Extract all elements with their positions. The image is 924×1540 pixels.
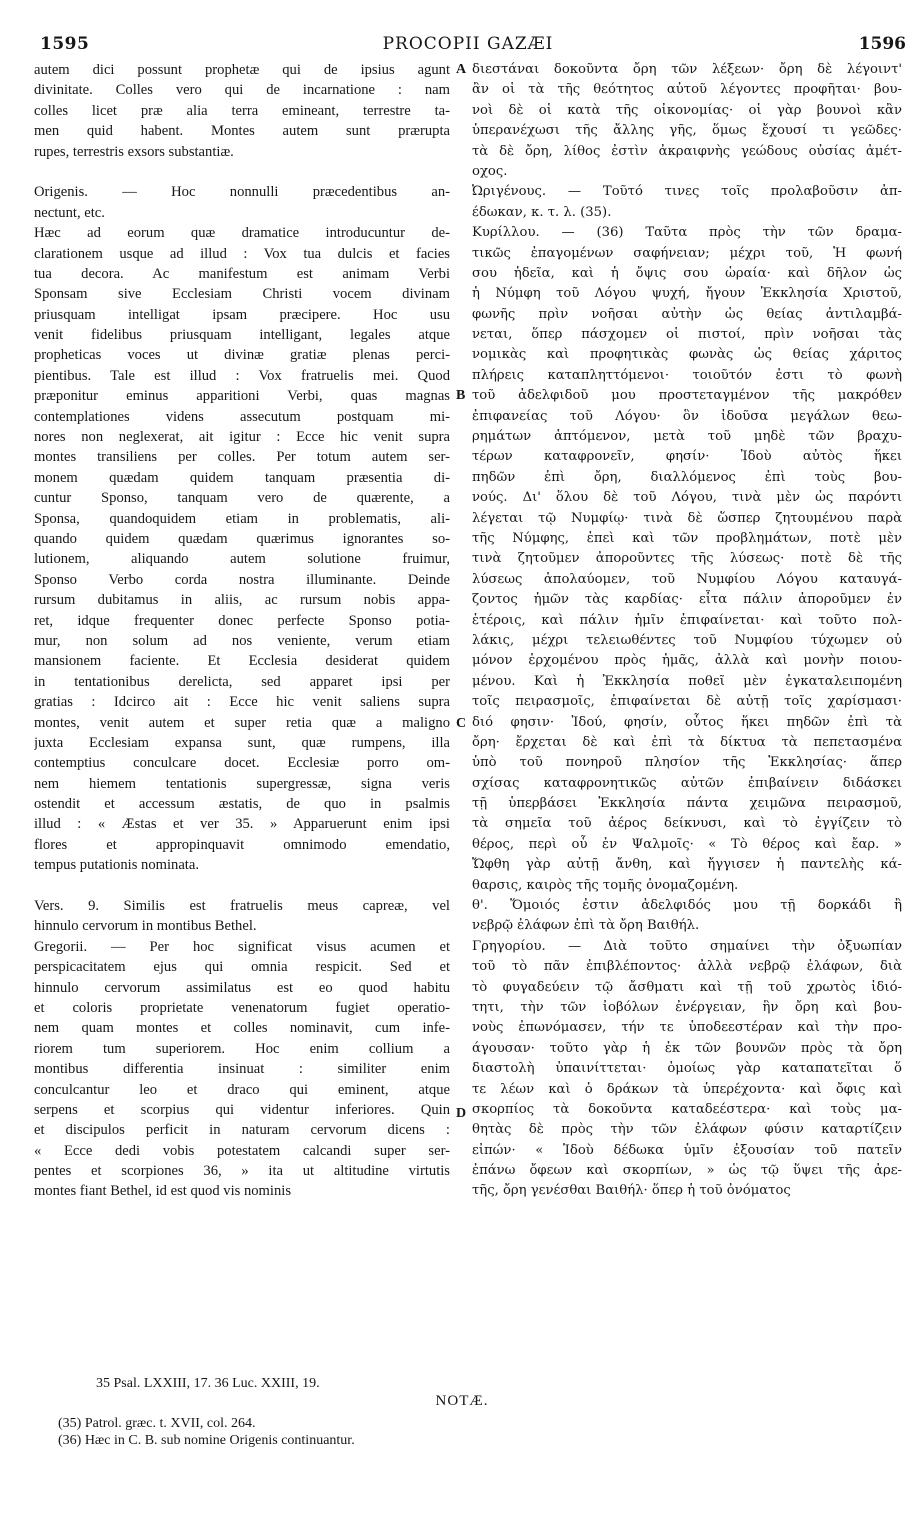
running-title: PROCOPII GAZÆI (382, 34, 554, 54)
greek-line: ζοντος ἡμῶν τὰς καρδίας· εἶτα πάλιν ἀποροῦμεν ἐν (472, 592, 902, 608)
latin-line: monem quædam quidem tanquam præsentia di- (34, 469, 450, 486)
greek-line: Γρηγορίου. — Διὰ τοῦτο σημαίνει τὴν ὀξυωπίαν (472, 938, 902, 954)
latin-line: divinitate. Colles vero qui de incarnatione : nam (34, 82, 450, 99)
note-36: (36) Hæc in C. B. sub nomine Origenis continuantur. (58, 1433, 355, 1448)
greek-line: νομικὰς καὶ προφητικὰς φωνὰς ὡς θείας χάριτος (472, 347, 902, 363)
note-35: (35) Patrol. græc. t. XVII, col. 264. (58, 1416, 256, 1431)
greek-line: σχίσας καταφρονητικῶς αὐτῶν ἐπιβαίνειν διδάσκει (472, 775, 902, 791)
greek-line: τινὰ ζητοῦμεν ἀποροῦντες τῆς λύσεως· ποτὲ δὲ τῆς (472, 551, 902, 567)
latin-line: colles licet præ alia terra emineant, terrestre ta- (34, 102, 450, 119)
greek-line: ρημάτων ἁπτόμενον, μετὰ τοῦ μηδὲ τῶν βραχυ- (472, 429, 902, 445)
latin-line: hinnulo cervorum assimilatus est eo quod habitu (34, 979, 450, 996)
latin-line: tempus putationis nominata. (34, 857, 199, 874)
greek-line: λέγεται τῷ Νυμφίῳ· τινὰ δὲ ὥσπερ ζητουμένου παρὰ (472, 510, 902, 526)
latin-line: rupes, terrestris exsors substantiæ. (34, 143, 234, 160)
latin-line (34, 876, 450, 896)
greek-line: ἡ Νύμφη τοῦ Λόγου ψυχή, ἤγουν Ἐκκλησία Χριστοῦ, (472, 286, 902, 302)
latin-line: et discipulos perficit in naturam cervorum dicens : (34, 1122, 450, 1139)
latin-column (34, 60, 450, 1202)
greek-line: ἐπιφανείας τοῦ Λόγου· ὃν ἰδοῦσα μεγάλων θεω- (472, 408, 902, 424)
latin-line: quando quidem quædam quærimus ignorantes so- (34, 530, 450, 547)
greek-line: ἐπάνω ὄφεων καὶ σκορπίων, » ὡς τῷ ὕψει τῆς ἀρε- (472, 1163, 902, 1179)
greek-line: τῆς, ὄρη γενέσθαι Βαιθήλ· ὅπερ ἡ τοῦ ὀνόματος (472, 1183, 791, 1199)
latin-line: cuntur Sponso, tanquam vero de quærente, a (34, 490, 450, 507)
greek-line: θ'. Ὅμοιός ἐστιν ἀδελφιδός μου τῇ δορκάδι ἢ (472, 898, 902, 914)
greek-line: Ὠριγένους. — Τοῦτό τινες τοῖς προλαβοῦσιν ἀπ- (472, 184, 902, 200)
greek-line: θητὰς δὲ πρὸς τὴν τῶν ἐλάφων φύσιν καταρτίζειν (472, 1122, 902, 1138)
margin-letter-a: A (456, 62, 467, 77)
latin-line: nem quam montes et colles nominavit, cum infe- (34, 1020, 450, 1037)
greek-line: Κυρίλλου. — (36) Ταῦτα πρὸς τὴν τῶν δραμα- (472, 225, 902, 241)
greek-line: τὰ δὲ ὄρη, λίθος ἐστὶν ἀκραιφνὴς γεώδους οὐσίας ἀμέτ- (472, 143, 902, 159)
latin-line: Sponso Verbo corda nostra illuminante. Deinde (34, 571, 450, 588)
latin-line: pientibus. Tale est illud : Vox fratruelis mei. Quod (34, 367, 450, 384)
greek-line: θαρσις, καιρὸς τῆς τομῆς ὀνομαζομένη. (472, 877, 739, 893)
latin-line: montes transiliens per colles. Per totum autem ser- (34, 449, 450, 466)
greek-line: τῇ ὑπερβάσει Ἐκκλησία πάντα χειμῶνα πειρασμοῦ, (472, 796, 902, 812)
greek-line: Ὤφθη γὰρ αὐτῇ ἄνθη, καὶ ἤγγισεν ἡ παντελὴς κά- (472, 857, 902, 873)
latin-line: ret, idque frequenter donec perfecte Sponso potia- (34, 612, 450, 629)
latin-line: pentes et scorpiones 36, » ita ut altitudine virtutis (34, 1163, 450, 1180)
latin-line: Origenis. — Hoc nonnulli præcedentibus an- (34, 184, 450, 201)
greek-line: σου ἡδεῖα, καὶ ἡ ὄψις σου ὡραία· καὶ δῆλον ὡς (472, 265, 902, 281)
latin-line: Gregorii. — Per hoc significat visus acumen et (34, 938, 450, 955)
latin-line: propheticas voces ut divinæ gratiæ plenas perci- (34, 347, 450, 364)
latin-line: perspicacitatem ejus qui omnia respicit. Sed et (34, 959, 450, 976)
greek-line: τητι, τὴν τῶν ἰοβόλων ἐνέργειαν, ἣν ὄρη καὶ βου- (472, 999, 902, 1015)
greek-line: σκορπίος τὰ δοκοῦντα καταδεέστερα· καὶ τοὺς μα- (472, 1101, 902, 1117)
latin-line: illud : « Æstas et ver 35. » Apparuerunt enim ipsi (34, 816, 450, 833)
greek-line: θέρος, περὶ οὗ ἐν Ψαλμοῖς· « Τὸ θέρος καὶ ἔαρ. » (472, 836, 902, 852)
greek-line: νοὶ δὲ οἱ κατὰ τῆς οἰκονομίας· οἱ γὰρ βουνοὶ κἂν (472, 102, 902, 118)
greek-line: τοῦ τὸ πᾶν ἐπιβλέποντος· ἀλλὰ νεβρῷ ἐλάφων, διὰ (472, 959, 902, 975)
latin-line: montes, venit autem et super retia quæ a maligno (34, 714, 450, 731)
greek-line: διαστολὴ ὑπαινίττεται· ὁμοίως γὰρ καταπατεῖται ὅ (472, 1061, 902, 1077)
greek-line: λάκις, μέχρι τελειωθέντες τοῦ Νυμφίου τύχωμεν οὐ (472, 632, 902, 648)
notes-heading: NOTÆ. (435, 1393, 489, 1409)
latin-line: venit fidelibus priusquam intelligant, legales atque (34, 327, 450, 344)
latin-line: contemptius conculcare docet. Ecclesiæ porro om- (34, 755, 450, 772)
greek-line: ὑπερανέχωσι τῆς ἄλλης γῆς, ὅμως ἔχουσί τι γεῶδες· (472, 123, 902, 139)
greek-line: ὄρη· ἔρχεται δὲ καὶ ἐπὶ τὰ δίκτυα τὰ πεπετασμένα (472, 734, 902, 750)
latin-line: nectunt, etc. (34, 204, 105, 221)
greek-line: φωνῆς πρὶν νοῆσαι αὐτὴν ὡς θείας ἀντιλαμβά- (472, 306, 902, 322)
greek-line: τὸ φυγαδεύειν τῷ ἄσθματι καὶ τῇ τοῦ χρωτὸς ἰδιό- (472, 979, 902, 995)
latin-line: Sponsam sive Ecclesiam Christi vocem divinam (34, 286, 450, 303)
greek-line: τῆς Νύμφης, ἐπεὶ καὶ τῶν προβλημάτων, ποτὲ μὲν (472, 530, 902, 546)
margin-letter-b: B (456, 388, 466, 403)
notes-block (58, 1415, 355, 1449)
latin-line: ostendit et accessum æstatis, de quo in psalmis (34, 796, 450, 813)
greek-line: οχος. (472, 163, 508, 179)
latin-line: men quid habent. Montes autem sunt prærupta (34, 123, 450, 140)
latin-line: mur, non solum ad nos veniente, verum etiam (34, 632, 450, 649)
greek-line: τικῶς ἐπαγομένων σαφήνειαν; μέχρι τοῦ, Ἡ φωνή (472, 245, 902, 261)
latin-line: conculcantur leo et draco qui eminent, atque (34, 1081, 450, 1098)
latin-line: nores non neglexerat, ait igitur : Ecce hic venit supra (34, 429, 450, 446)
greek-line: μένου. Καὶ ἡ Ἐκκλησία ποθεῖ μὲν ἐγκαταλειπομένη (472, 673, 902, 689)
greek-line: νεται, ὅπερ πάσχομεν οἱ πιστοί, πρὶν νοῆσαι τὰς (472, 327, 902, 343)
latin-line: Sponsa, quandoquidem etiam in problematis, ali- (34, 510, 450, 527)
latin-line: præponitur eminus apparitioni Verbi, quas magnas (34, 388, 450, 405)
latin-line: in tentationibus derelicta, sed apparet ipsi per (34, 673, 450, 690)
greek-line: μόνον ἐρχομένου πρὸς ἡμᾶς, ἀλλὰ καὶ μονὴν ποιου- (472, 653, 902, 669)
greek-line: ὑπὸ τοῦ πονηροῦ πλησίον τῆς Ἐκκλησίας· ἅπερ (472, 755, 902, 771)
margin-letter-d: D (456, 1106, 467, 1121)
latin-line: nem hiemem tentationis supergressæ, signa veris (34, 775, 450, 792)
latin-line: juxta Ecclesiam expansa sunt, quæ rumpens, illa (34, 734, 450, 751)
latin-line: gratias : Idcirco ait : Ecce hic venit saliens supra (34, 694, 450, 711)
latin-line: lutionem, aliquando autem solutione fruimur, (34, 551, 450, 568)
latin-line: rursum dubitamus in aliis, ac rursum nobis appa- (34, 592, 450, 609)
greek-line: νούς. Δι' ὅλου δὲ τοῦ Λόγου, τινὰ μὲν ὡς παρόντι (472, 490, 902, 506)
right-page-number: 1596 (858, 34, 906, 54)
greek-line: εἰπών· « Ἰδοὺ δέδωκα ὑμῖν ἐξουσίαν τοῦ πατεῖν (472, 1142, 902, 1158)
greek-line: τε λέων καὶ ὁ δράκων τὰ ὑπερέχοντα· καὶ ὄφις καὶ (472, 1081, 902, 1097)
latin-line: montes fiant Bethel, id est quod vis nominis (34, 1183, 291, 1200)
greek-line: λύσεως ἀπολαύομεν, τοῦ Νυμφίου Λόγου καταυγά- (472, 571, 902, 587)
footnote-references: 35 Psal. LXXIII, 17. 36 Luc. XXIII, 19. (96, 1376, 320, 1391)
latin-line: montibus differentia insinuat : similiter enim (34, 1061, 450, 1078)
latin-line: flores et appropinquavit omnimodo emendatio, (34, 836, 450, 853)
greek-line: τοῦ ἀδελφιδοῦ μου προστεταγμένον τῆς μακρόθεν (472, 388, 902, 404)
left-page-number: 1595 (40, 34, 90, 54)
latin-line: Hæc ad eorum quæ dramatice introducuntur de- (34, 225, 450, 242)
greek-line: νοὺς ἐπωνόμασεν, τήν τε ὑποδεεστέραν καὶ τὴν προ- (472, 1020, 902, 1036)
latin-line: tua decora. Ac manifestum est animam Verbi (34, 265, 450, 282)
greek-line: τὰ σημεῖα τοῦ ἀέρος δείκνυσι, καὶ τὸ ἐγγίζειν τὸ (472, 816, 902, 832)
greek-column (472, 60, 902, 1202)
greek-line: άγουσαν· τοῦτο γὰρ ἡ ἐκ τῶν βουνῶν πρὸς τὰ ὄρη (472, 1040, 902, 1056)
latin-line: « Ecce dedi vobis potestatem calcandi super ser- (34, 1142, 450, 1159)
greek-line: διό φησιν· Ἰδού, φησίν, οὗτος ἥκει πηδῶν ἐπὶ τὰ (472, 714, 902, 730)
latin-line: riorem tum superiorem. Hoc enim collium a (34, 1040, 450, 1057)
latin-line: priusquam intelligat ipsam præcipere. Hoc usu (34, 306, 450, 323)
greek-line: διεστάναι δοκοῦντα ὄρη τῶν λέξεων· ὄρη δὲ λέγοιντ' (472, 62, 902, 77)
greek-line: πηδῶν ἐπὶ ὄρη, διαλλόμενος ἐπὶ τοὺς βου- (472, 469, 902, 485)
greek-line: ἂν οἱ τὰ τῆς θεότητος αὐτοῦ λέγοντες προφῆται· βου- (472, 82, 902, 98)
latin-line: clarationem usque ad illud : Vox tua dulcis et facies (34, 245, 450, 262)
latin-line (34, 162, 450, 182)
greek-line: νεβρῷ ἐλάφων ἐπὶ τὰ ὄρη Βαιθήλ. (472, 918, 700, 934)
page-header (30, 30, 906, 56)
greek-line: έδωκαν, κ. τ. λ. (35). (472, 204, 612, 220)
latin-line: autem dici possunt prophetæ qui de ipsius agunt (34, 62, 450, 78)
greek-line: τέρων καταφρονεῖν, φησίν· Ἰδοὺ αὐτὸς ἥκει (472, 449, 902, 465)
greek-line: ἑτέροις, καὶ πάλιν ἡμῖν ἐπιφαίνεται· καὶ τοῦτο πολ- (472, 612, 902, 628)
latin-line: et coloris proprietate venenatorum fugiet operatio- (34, 999, 450, 1016)
greek-line: τοῖς πειρασμοῖς, ἐπιφαίνεται δὲ αὐτῇ τοῖς χαρίσμασι· (472, 694, 902, 710)
latin-line: hinnulo cervorum in montibus Bethel. (34, 918, 257, 935)
latin-line: mansionem faciente. Et Ecclesia desiderat quidem (34, 653, 450, 670)
greek-line: πλήρεις καταπληττόμενοι· τοιοῦτόν ἐστι τὸ φωνὴ (472, 367, 902, 383)
latin-line: contemplationes videns assecutum postquam mi- (34, 408, 450, 425)
latin-line: Vers. 9. Similis est fratruelis meus capreæ, vel (34, 898, 450, 915)
latin-line: serpens et scorpius qui videntur inferiores. Quin (34, 1101, 450, 1118)
margin-letter-c: C (456, 716, 467, 731)
